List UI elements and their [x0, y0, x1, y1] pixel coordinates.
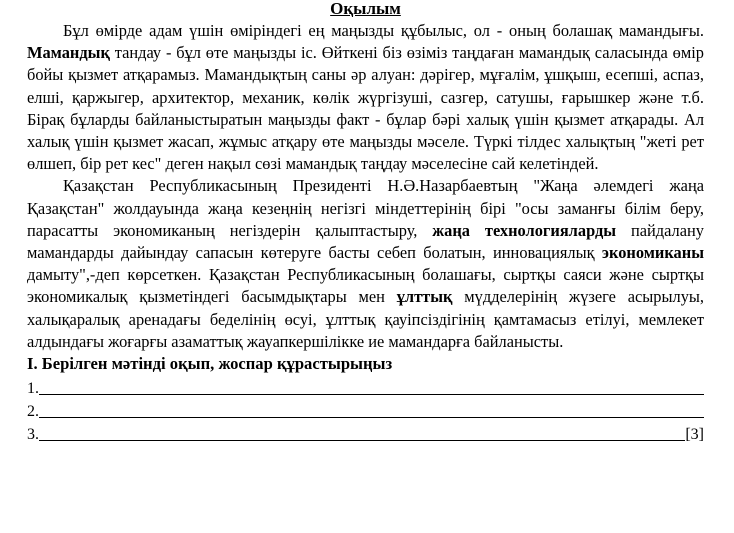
paragraph-1-bold-1: Мамандық	[27, 43, 110, 63]
answer-line-number: 1.	[27, 380, 39, 398]
paragraph-2-text-4: мүдделерінің жүзеге асырылуы, халықаралық аренадағы беделінің өсуі, ұлттық қауіпсіздігінің қамтамасыз етілуі, мемлекет алдындағы жоғарғы азаматтық жауапкершілікке ие мамандарға байланысты.	[27, 287, 705, 351]
answer-line-number: 2.	[27, 403, 39, 421]
paragraph-2-bold-3: ұлттық	[396, 287, 453, 307]
paragraph-2-bold-2: экономиканы	[601, 243, 704, 263]
paragraph-1	[27, 20, 704, 175]
answer-line-3[interactable]	[27, 421, 704, 444]
answer-blank[interactable]	[39, 402, 704, 418]
answer-blank[interactable]	[39, 425, 685, 441]
task-heading: I. Берілген мәтінді оқып, жоспар құрастырыңыз	[27, 354, 393, 374]
marks-label: [3]	[685, 426, 704, 444]
answer-blank[interactable]	[39, 379, 704, 395]
paragraph-2-bold-1: жаңа технологияларды	[432, 220, 617, 240]
paragraph-2-text-2: пайдалану мамандарды дайындау сапасын көтеруге басты себеп болатын, инновациялық	[27, 220, 704, 263]
paragraph-2	[27, 175, 704, 353]
paragraph-2-text-3: дамыту",-деп көрсеткен. Қазақстан Республикасының болашағы, сыртқы саяси және сыртқы экономикалық қызметіндегі басымдықтары мен	[27, 265, 704, 307]
document-page	[27, 0, 704, 444]
page-title: Оқылым	[330, 0, 401, 18]
answer-line-1[interactable]	[27, 375, 704, 398]
answer-line-number: 3.	[27, 426, 39, 444]
paragraph-1-text-2: тандау - бұл өте маңызды іс. Өйткені біз өзіміз таңдаған мамандық саласында өмір бойы қызмет атқарамыз. Мамандықтың саны әр алуан: дәрігер, мұғалім, ұшқыш, есепші, аспаз, елші, қаржыгер, архитектор, механик, көлік жүргізуші, сазгер, сатушы, ғарышкер және т.б. Бірақ бұларды байланыстыратын маңызды факт - бұлар бәрі халық үшін қызмет атқарады. Ал халық үшін қызмет жасап, жұмыс атқару өте маңызды мәселе. Түркі тілдес халықтың "жеті рет өлшеп, бір рет кес" деген нақыл сөзі мамандық таңдау мәселесіне сай келетіндей.	[27, 43, 704, 174]
answer-lines	[27, 375, 704, 444]
paragraph-1-text-1: Бұл өмірде адам үшін өміріндегі ең маңызды құбылыс, ол - оның болашақ мамандығы.	[63, 21, 704, 40]
paragraph-2-text-1: Қазақстан Республикасының Президенті Н.Ә.Назарбаевтың "Жаңа әлемдегі жаңа Қазақстан" жолдауында жаңа кезеңнің негізгі міндеттерінің бірі "осы заманғы білім беру, парасатты экономиканың негіздерін қалыптастыру,	[27, 176, 704, 240]
answer-line-2[interactable]	[27, 398, 704, 421]
